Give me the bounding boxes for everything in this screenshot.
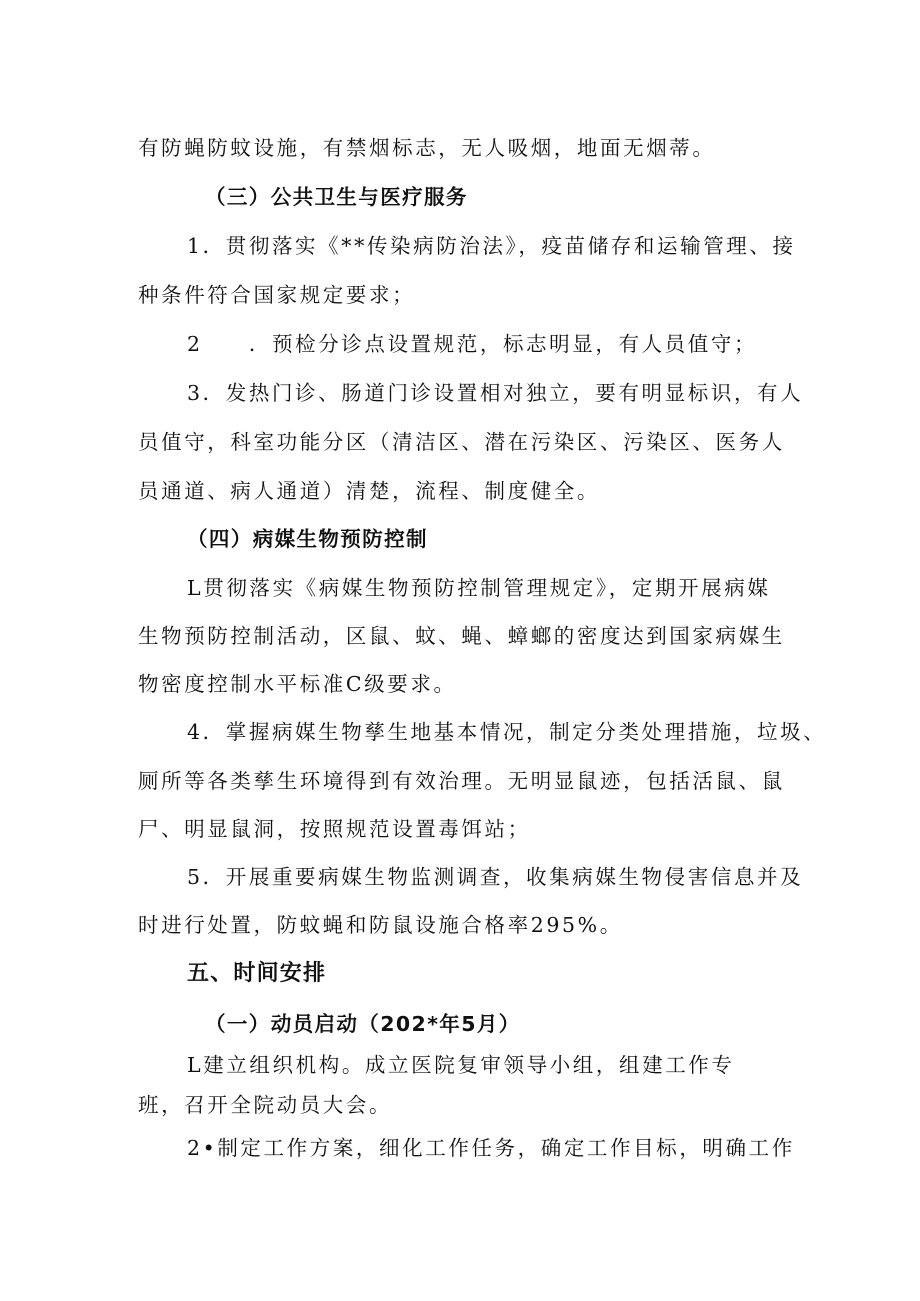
paragraph-line: 物密度控制水平标准C级要求。 bbox=[138, 672, 457, 696]
section-heading-4: （四）病媒生物预防控制 bbox=[187, 527, 428, 551]
paragraph-line: 2•制定工作方案，细化工作任务，确定工作目标，明确工作 bbox=[187, 1136, 795, 1160]
paragraph-line: 1．贯彻落实《**传染病防治法》，疫苗储存和运输管理、接 bbox=[187, 234, 796, 258]
paragraph-line: L贯彻落实《病媒生物预防控制管理规定》，定期开展病媒 bbox=[187, 576, 771, 600]
paragraph-line: 厕所等各类孳生环境得到有效治理。无明显鼠迹，包括活鼠、鼠 bbox=[138, 769, 785, 793]
paragraph-line: L建立组织机构。成立医院复审领导小组，组建工作专 bbox=[187, 1053, 735, 1077]
paragraph-line: 4．掌握病媒生物孳生地基本情况，制定分类处理措施，垃圾、 bbox=[187, 720, 827, 744]
paragraph-line: 时进行处置，防蚊蝇和防鼠设施合格率295%。 bbox=[138, 913, 623, 937]
subsection-heading-1: （一）动员启动（202*年5月） bbox=[205, 1012, 521, 1036]
paragraph-line: 3．发热门诊、肠道门诊设置相对独立，要有明显标识，有人 bbox=[187, 381, 804, 405]
paragraph-line: 5．开展重要病媒生物监测调查，收集病媒生物侵害信息并及 bbox=[187, 865, 804, 889]
section-heading-3: （三）公共卫生与医疗服务 bbox=[205, 185, 468, 209]
paragraph-line: 员值守，科室功能分区（清洁区、潜在污染区、污染区、医务人 bbox=[138, 430, 785, 454]
paragraph-line: 种条件符合国家规定要求； bbox=[138, 283, 416, 307]
chapter-heading-5: 五、时间安排 bbox=[187, 961, 327, 986]
paragraph-line: 尸、明显鼠洞，按照规范设置毒饵站； bbox=[138, 817, 531, 841]
paragraph-line: 班，召开全院动员大会。 bbox=[138, 1093, 393, 1117]
paragraph-line: 有防蝇防蚊设施，有禁烟标志，无人吸烟，地面无烟蒂。 bbox=[138, 136, 716, 160]
paragraph-line: 员通道、病人通道）清楚，流程、制度健全。 bbox=[138, 479, 600, 503]
paragraph-line: 2 ．预检分诊点设置规范，标志明显，有人员值守； bbox=[187, 332, 758, 356]
paragraph-line: 生物预防控制活动，区鼠、蚊、蝇、蟑螂的密度达到国家病媒生 bbox=[138, 624, 785, 648]
